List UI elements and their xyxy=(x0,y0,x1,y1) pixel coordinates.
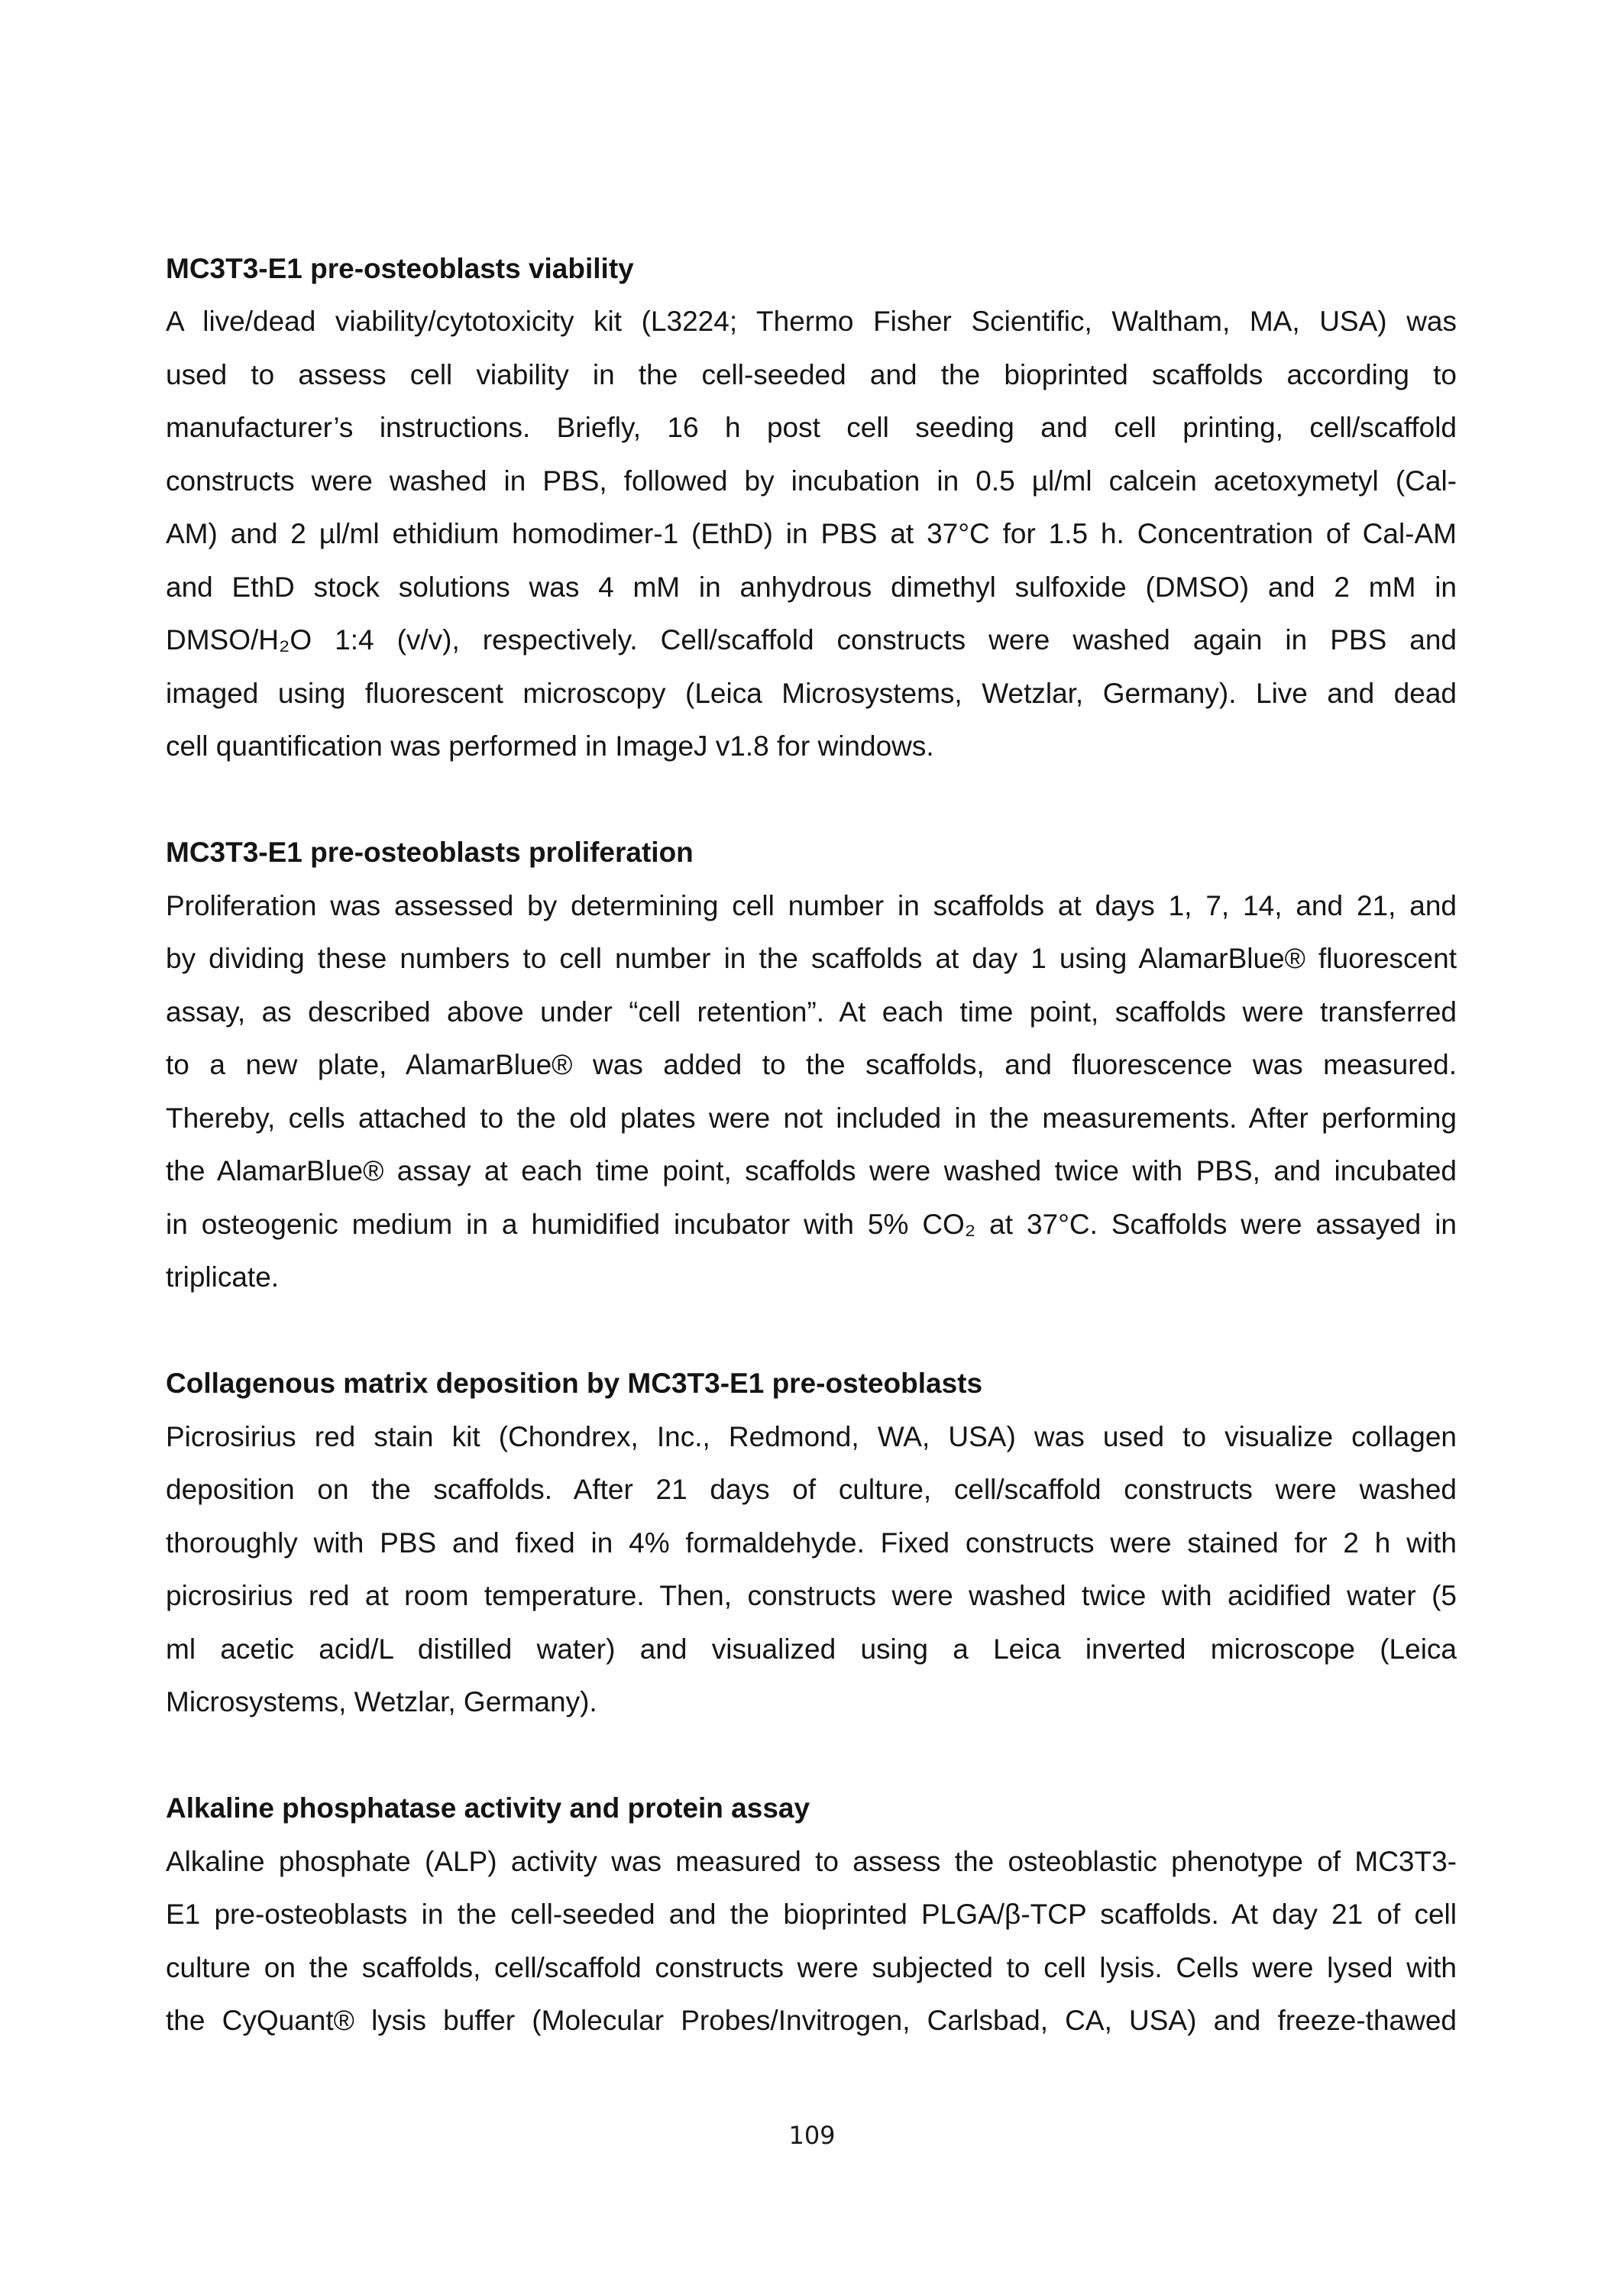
paragraph-line: constructs were washed in PBS, followed by incubation in 0.5 µl/ml calcein acetoxymetyl (Cal- xyxy=(166,465,1457,497)
paragraph-line: deposition on the scaffolds. After 21 days of culture, cell/scaffold constructs were washed xyxy=(166,1474,1457,1505)
page-number: 109 xyxy=(788,2121,836,2150)
paragraph-line: ml acetic acid/L distilled water) and visualized using a Leica inverted microscope (Leica xyxy=(166,1633,1457,1665)
paragraph-line: picrosirius red at room temperature. Then, constructs were washed twice with acidified water (5 xyxy=(166,1580,1457,1611)
paragraph-line: Microsystems, Wetzlar, Germany). xyxy=(166,1686,597,1717)
paragraph-line: AM) and 2 µl/ml ethidium homodimer-1 (EthD) in PBS at 37°C for 1.5 h. Concentration of Cal-AM xyxy=(166,518,1457,549)
paragraph-line: manufacturer’s instructions. Briefly, 16 h post cell seeding and cell printing, cell/scaffold xyxy=(166,412,1457,443)
paragraph-line: cell quantification was performed in ImageJ v1.8 for windows. xyxy=(166,730,934,762)
paragraph-line: triplicate. xyxy=(166,1261,280,1293)
paragraph-line: imaged using fluorescent microscopy (Leica Microsystems, Wetzlar, Germany). Live and dead xyxy=(166,678,1457,709)
paragraph-line: A live/dead viability/cytotoxicity kit (L3224; Thermo Fisher Scientific, Waltham, MA, USA) was xyxy=(166,306,1457,337)
paragraph-line: the AlamarBlue® assay at each time point, scaffolds were washed twice with PBS, and incubated xyxy=(166,1155,1457,1186)
paragraph-line: DMSO/H₂O 1:4 (v/v), respectively. Cell/scaffold constructs were washed again in PBS and xyxy=(166,624,1457,656)
paragraph-line: Alkaline phosphate (ALP) activity was measured to assess the osteoblastic phenotype of MC3T3- xyxy=(166,1846,1457,1877)
section-heading-alp: Alkaline phosphatase activity and protein assay xyxy=(166,1792,810,1824)
section-heading-viability: MC3T3-E1 pre-osteoblasts viability xyxy=(166,253,634,284)
paragraph-line: used to assess cell viability in the cell-seeded and the bioprinted scaffolds according to xyxy=(166,359,1457,390)
paragraph-line: in osteogenic medium in a humidified incubator with 5% CO₂ at 37°C. Scaffolds were assayed in xyxy=(166,1209,1457,1240)
paragraph-line: assay, as described above under “cell retention”. At each time point, scaffolds were transferred xyxy=(166,996,1457,1028)
paragraph-line: Thereby, cells attached to the old plates were not included in the measurements. After performing xyxy=(166,1102,1457,1134)
paragraph-line: thoroughly with PBS and fixed in 4% formaldehyde. Fixed constructs were stained for 2 h with xyxy=(166,1527,1457,1559)
section-heading-proliferation: MC3T3-E1 pre-osteoblasts proliferation xyxy=(166,837,694,868)
section-heading-collagen: Collagenous matrix deposition by MC3T3-E1 pre-osteoblasts xyxy=(166,1368,983,1399)
paragraph-line: E1 pre-osteoblasts in the cell-seeded and the bioprinted PLGA/β-TCP scaffolds. At day 21 of cell xyxy=(166,1899,1457,1930)
paragraph-line: and EthD stock solutions was 4 mM in anhydrous dimethyl sulfoxide (DMSO) and 2 mM in xyxy=(166,571,1457,603)
paragraph-line: Picrosirius red stain kit (Chondrex, Inc., Redmond, WA, USA) was used to visualize collagen xyxy=(166,1421,1457,1452)
paragraph-line: Proliferation was assessed by determining cell number in scaffolds at days 1, 7, 14, and 21, and xyxy=(166,890,1457,921)
paragraph-line: by dividing these numbers to cell number in the scaffolds at day 1 using AlamarBlue® fluorescent xyxy=(166,943,1457,974)
paragraph-line: the CyQuant® lysis buffer (Molecular Probes/Invitrogen, Carlsbad, CA, USA) and freeze-thawed xyxy=(166,2005,1457,2036)
paragraph-line: culture on the scaffolds, cell/scaffold constructs were subjected to cell lysis. Cells were lysed with xyxy=(166,1952,1457,1983)
paragraph-line: to a new plate, AlamarBlue® was added to the scaffolds, and fluorescence was measured. xyxy=(166,1049,1457,1080)
